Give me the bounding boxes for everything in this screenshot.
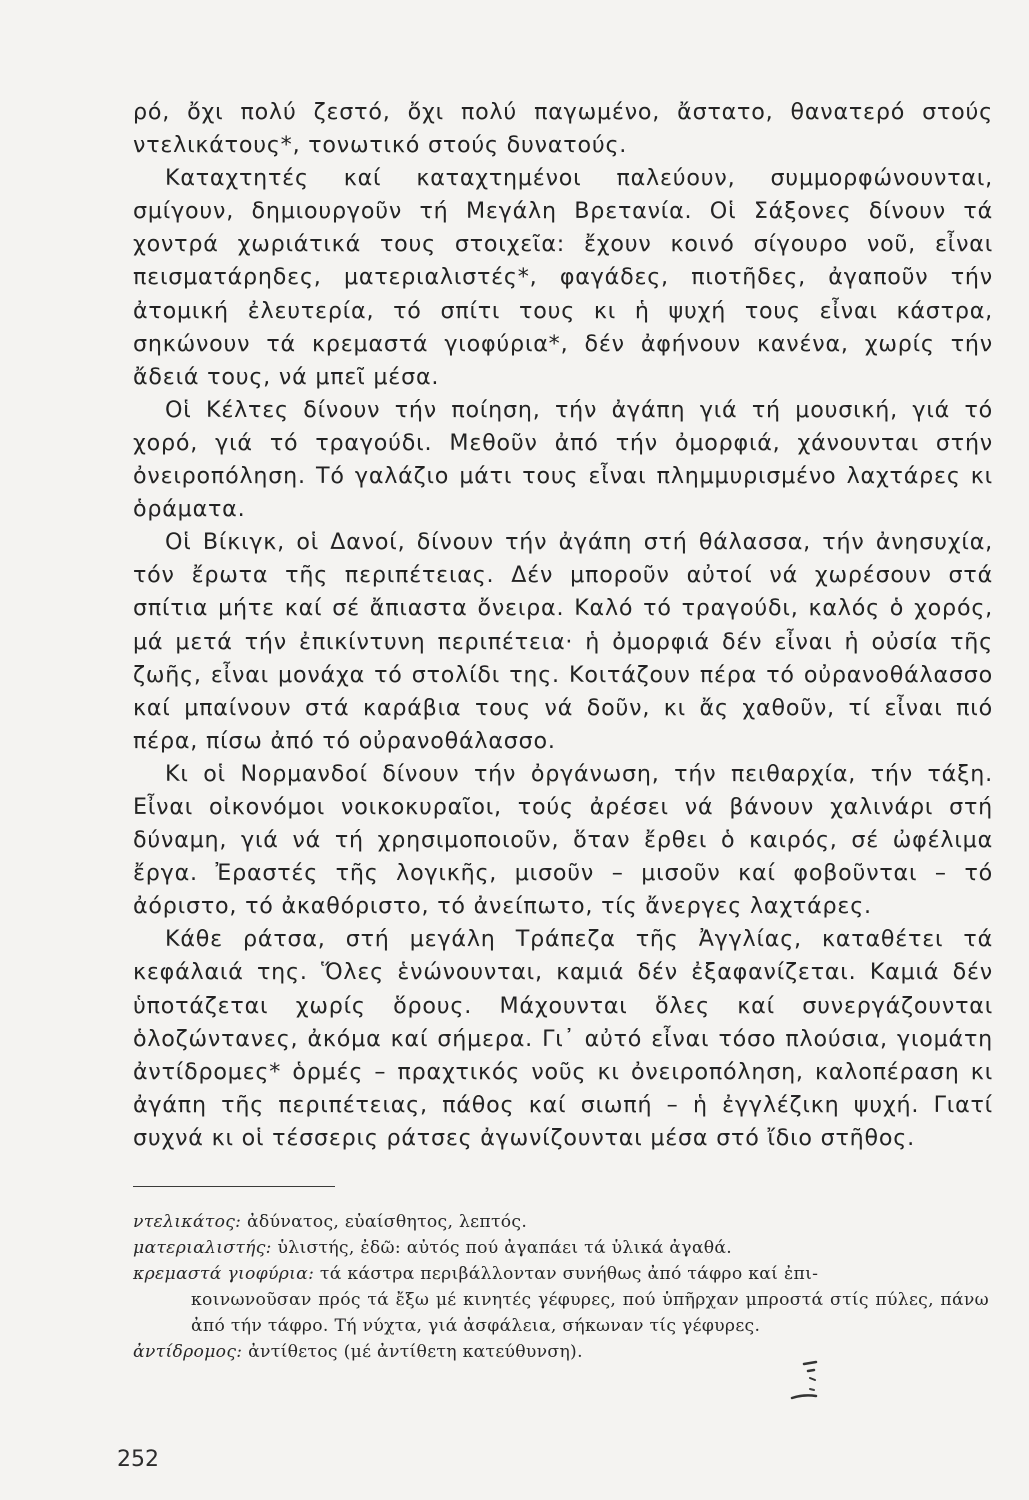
- paragraph-4: Οἱ Βίκιγκ, οἱ Δανοί, δίνουν τήν ἀγάπη στή θάλασσα, τήν ἀνησυχία, τόν ἔρωτα τῆς περιπέτειας. Δέν μποροῦν αὐτοί νά χωρέσουν στά σπίτια μήτε καί σέ ἄπιαστα ὄνειρα. Καλό τό τραγούδι, καλός ὁ χορός, μά μετά τήν ἐπικίντυνη περιπέτεια· ἡ ὀμορφιά δέν εἶναι ἡ οὐσία τῆς ζωῆς, εἶναι μονάχα τό στολίδι της. Κοιτάζουν πέρα τό οὐρανοθάλασσο καί μπαίνουν στά καράβια τους νά δοῦν, κι ἄς χαθοῦν, τί εἶναι πιό πέρα, πίσω ἀπό τό οὐρανοθάλασσο.: [133, 529, 993, 754]
- paragraph-2: Καταχτητές καί καταχτημένοι παλεύουν, συμμορφώνουνται, σμίγουν, δημιουργοῦν τή Μεγάλη Βρετανία. Οἱ Σάξονες δίνουν τά χοντρά χωριάτικά τους στοιχεῖα: ἔχουν κοινό σίγουρο νοῦ, εἶναι πεισματάρηδες, ματεριαλιστές*, φαγάδες, πιοτῆδες, ἀγαποῦν τήν ἀτομική ἐλευτερία, τό σπίτι τους κι ἡ ψυχή τους εἶναι κάστρα, σηκώνουν τά κρεμαστά γιοφύρια*, δέν ἀφήνουν κανένα, χωρίς τήν ἄδειά τους, νά μπεῖ μέσα.: [133, 165, 993, 390]
- footnote-3: [133, 1262, 989, 1340]
- footnote-2: [133, 1236, 989, 1262]
- footnote-continuation: κοινωνοῦσαν πρός τά ἔξω μέ κινητές γέφυρες, πού ὑπῆρχαν μπροστά στίς πύλες, πάνω ἀπό τήν τάφρο. Τή νύχτα, γιά ἀσφάλεια, σήκωναν τίς γέφυρες.: [191, 1289, 989, 1336]
- footnotes: [133, 1210, 989, 1365]
- footnote-definition: τά κάστρα περιβάλλονταν συνήθως ἀπό τάφρο καί ἐπι-: [314, 1263, 819, 1284]
- footnote-1: [133, 1210, 989, 1236]
- footnote-term: ντελικάτος:: [133, 1212, 242, 1232]
- footnote-term: κρεμαστά γιοφύρια:: [133, 1263, 315, 1284]
- footnote-term: ματεριαλιστής:: [133, 1237, 272, 1258]
- page-number: 252: [117, 1447, 159, 1472]
- paragraph-5: Κι οἱ Νορμανδοί δίνουν τήν ὀργάνωση, τήν πειθαρχία, τήν τάξη. Εἶναι οἰκονόμοι νοικοκυραῖοι, τούς ἀρέσει νά βάνουν χαλινάρι στή δύναμη, γιά νά τή χρησιμοποιοῦν, ὅταν ἔρθει ὁ καιρός, σέ ὠφέλιμα ἔργα. Ἐραστές τῆς λογικῆς, μισοῦν – μισοῦν καί φοβοῦνται – τό ἀόριστο, τό ἀκαθόριστο, τό ἀνείπωτο, τίς ἄνεργες λαχτάρες.: [133, 760, 993, 920]
- pencil-marks: [790, 1358, 830, 1408]
- footnote-definition: ἀδύνατος, εὐαίσθητος, λεπτός.: [241, 1212, 528, 1232]
- footnote-divider: [133, 1186, 335, 1187]
- footnote-definition: ὑλιστής, ἐδῶ: αὐτός πού ἀγαπάει τά ὑλικά ἀγαθά.: [271, 1237, 733, 1258]
- footnote-term: ἀντίδρομος:: [133, 1341, 243, 1362]
- paragraph-1: ρό, ὄχι πολύ ζεστό, ὄχι πολύ παγωμένο, ἄστατο, θανατερό στούς ντελικάτους*, τονωτικό στούς δυνατούς.: [133, 99, 993, 159]
- paragraph-3: Οἱ Κέλτες δίνουν τήν ποίηση, τήν ἀγάπη γιά τή μουσική, γιά τό χορό, γιά τό τραγούδι. Μεθοῦν ἀπό τήν ὀμορφιά, χάνουνται στήν ὀνειροπόληση. Τό γαλάζιο μάτι τους εἶναι πλημμυρισμένο λαχτάρες κι ὁράματα.: [133, 396, 993, 523]
- footnote-definition: ἀντίθετος (μέ ἀντίθετη κατεύθυνση).: [242, 1341, 583, 1362]
- body-text: [133, 96, 993, 1155]
- footnote-4: [133, 1340, 989, 1366]
- paragraph-6: Κάθε ράτσα, στή μεγάλη Τράπεζα τῆς Ἀγγλίας, καταθέτει τά κεφάλαιά της. Ὅλες ἑνώνουνται, καμιά δέν ἐξαφανίζεται. Καμιά δέν ὑποτάζεται χωρίς ὅρους. Μάχουνται ὅλες καί συνεργάζουνται ὁλοζώντανες, ἀκόμα καί σήμερα. Γι᾿ αὐτό εἶναι τόσο πλούσια, γιομάτη ἀντίδρομες* ὁρμές – πραχτικός νοῦς κι ὀνειροπόληση, καλοπέραση κι ἀγάπη τῆς περιπέτειας, πάθος καί σιωπή – ἡ ἐγγλέζικη ψυχή. Γιατί συχνά κι οἱ τέσσερις ράτσες ἀγωνίζουνται μέσα στό ἴδιο στῆθος.: [133, 926, 993, 1151]
